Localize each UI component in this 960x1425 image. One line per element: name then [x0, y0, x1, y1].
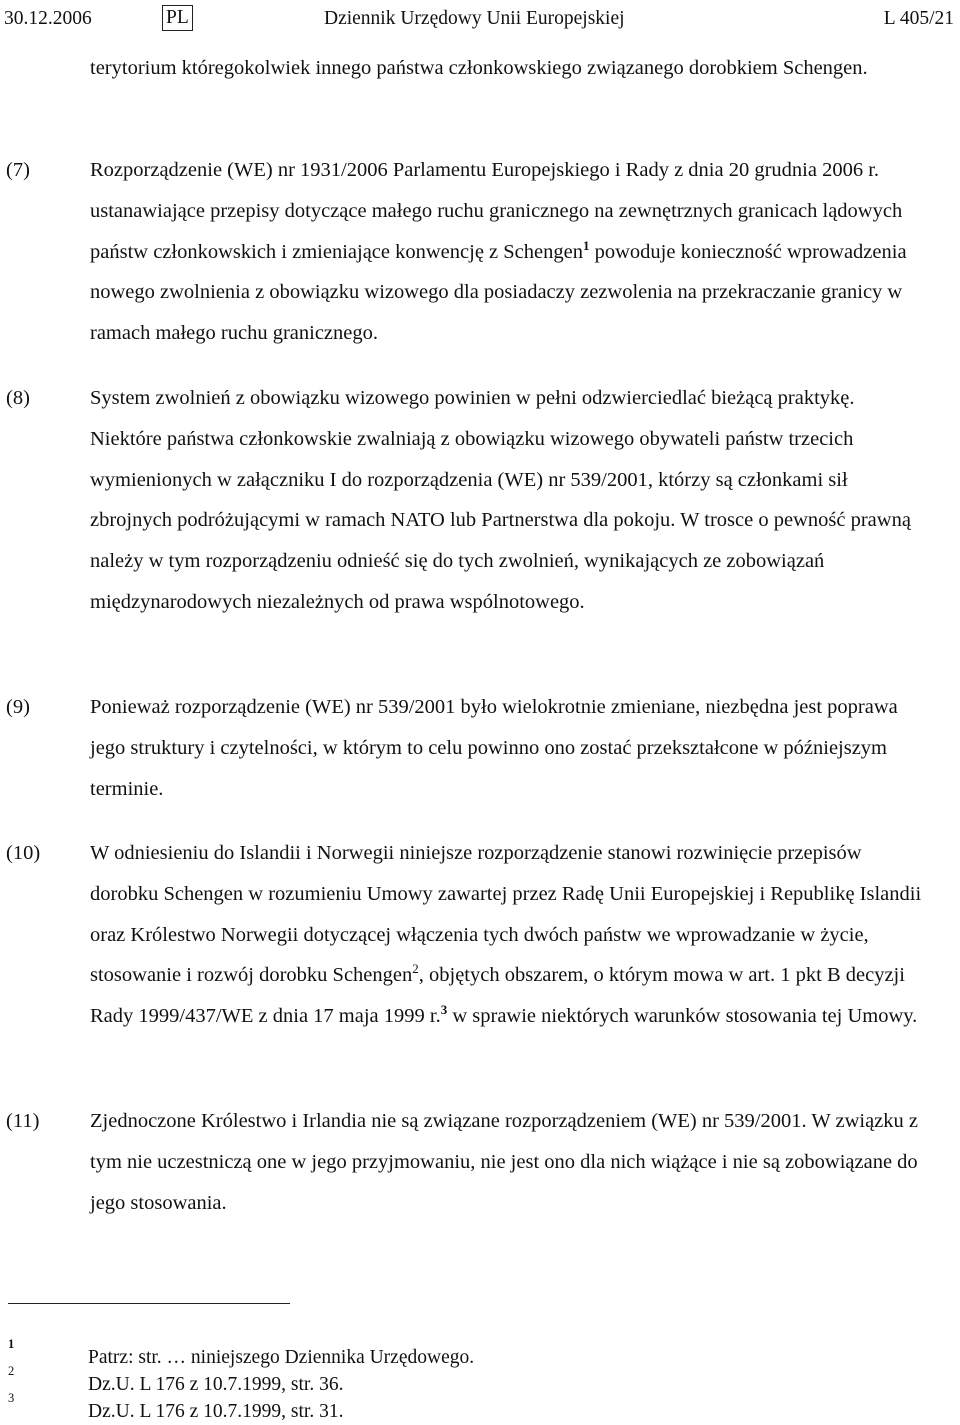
- recital-9: [6, 687, 946, 809]
- recital-number: (11): [6, 1110, 40, 1132]
- footnote-marker: 1: [8, 1337, 15, 1351]
- recital-text: Zjednoczone Królestwo i Irlandia nie są związane rozporządzeniem (WE) nr 539/2001. W związku z tym nie uczestniczą one w jego przyjmowaniu, nie jest ono dla nich wiążące i nie są zobowiązane do jego stosowania.: [90, 1110, 919, 1214]
- footnote-text: Dz.U. L 176 z 10.7.1999, str. 31.: [88, 1401, 344, 1422]
- footnote-ref-3: 3: [440, 1002, 448, 1018]
- language-code: PL: [162, 5, 193, 31]
- recital-11: [6, 1101, 946, 1223]
- recital-8: [6, 378, 946, 623]
- recital-7: [6, 150, 946, 354]
- footnote: [8, 1337, 908, 1371]
- recital-10: [6, 833, 946, 1037]
- footnote-ref-1: 1: [582, 237, 590, 253]
- page-reference: L 405/21: [883, 8, 954, 29]
- recital-text: W odniesieniu do Islandii i Norwegii niniejsze rozporządzenie stanowi rozwinięcie przepisów dorobku Schengen w rozumieniu Umowy zawartej przez Radę Unii Europejskiej i Republikę Islandii oraz Królestwo Norwegii dotyczącej włączenia tych dwóch państw we wprowadzanie w życie, stosowanie i rozwój dorobku Schengen$^2$, objętych obszarem, o którym mowa w art. 1 pkt B decyzji Rady 1999/437/WE z dnia 17 maja 1999 r.$^3$ w sprawie niektórych warunków stosowania tej Umowy.: [90, 842, 922, 1028]
- recital-number: (9): [6, 696, 30, 718]
- recital-text: Rozporządzenie (WE) nr 1931/2006 Parlamentu Europejskiego i Rady z dnia 20 grudnia 2006 r. ustanawiające przepisy dotyczące małego ruchu granicznego na zewnętrznych granicach lądowych państw członkowskich i zmieniające konwencję z Schengen$^1$ powoduje konieczność wprowadzenia nowego zwolnienia z obowiązku wizowego dla posiadaczy zezwolenia na przekraczanie granicy w ramach małego ruchu granicznego.: [90, 159, 907, 345]
- recital-text: System zwolnień z obowiązku wizowego powinien w pełni odzwierciedlać bieżącą praktykę. Niektóre państwa członkowskie zwalniają z obowiązku wizowego obywateli państw trzecich wymienionych w załączniku I do rozporządzenia (WE) nr 539/2001, którzy są członkami sił zbrojnych podróżującymi w ramach NATO lub Partnerstwa dla pokoju. W trosce o pewność prawną należy w tym rozporządzeniu odnieść się do tych zwolnień, wynikających ze zobowiązań międzynarodowych niezależnych od prawa wspólnotowego.: [90, 387, 911, 613]
- footnote-ref-2: 2: [412, 961, 419, 977]
- recital-number: (7): [6, 159, 30, 181]
- recital-number: (8): [6, 387, 30, 409]
- intro-paragraph: terytorium któregokolwiek innego państwa członkowskiego związanego dorobkiem Schengen.: [90, 57, 868, 79]
- footnote-marker: 2: [8, 1364, 15, 1378]
- footnote: [8, 1364, 908, 1398]
- footnote-marker: 3: [8, 1391, 15, 1405]
- publication-date: 30.12.2006: [4, 8, 92, 29]
- footnote: [8, 1391, 908, 1425]
- page-header: [4, 4, 954, 34]
- footnote-text: Patrz: str. … niniejszego Dziennika Urzędowego.: [88, 1347, 475, 1368]
- recital-number: (10): [6, 842, 41, 864]
- recital-text: Ponieważ rozporządzenie (WE) nr 539/2001 było wielokrotnie zmieniane, niezbędna jest poprawa jego struktury i czytelności, w którym to celu powinno ono zostać przekształcone w późniejszym terminie.: [90, 696, 898, 800]
- footnote-divider: [8, 1303, 290, 1304]
- footnote-text: Dz.U. L 176 z 10.7.1999, str. 36.: [88, 1374, 344, 1395]
- journal-title: Dziennik Urzędowy Unii Europejskiej: [324, 8, 625, 29]
- footnotes: [8, 1337, 908, 1425]
